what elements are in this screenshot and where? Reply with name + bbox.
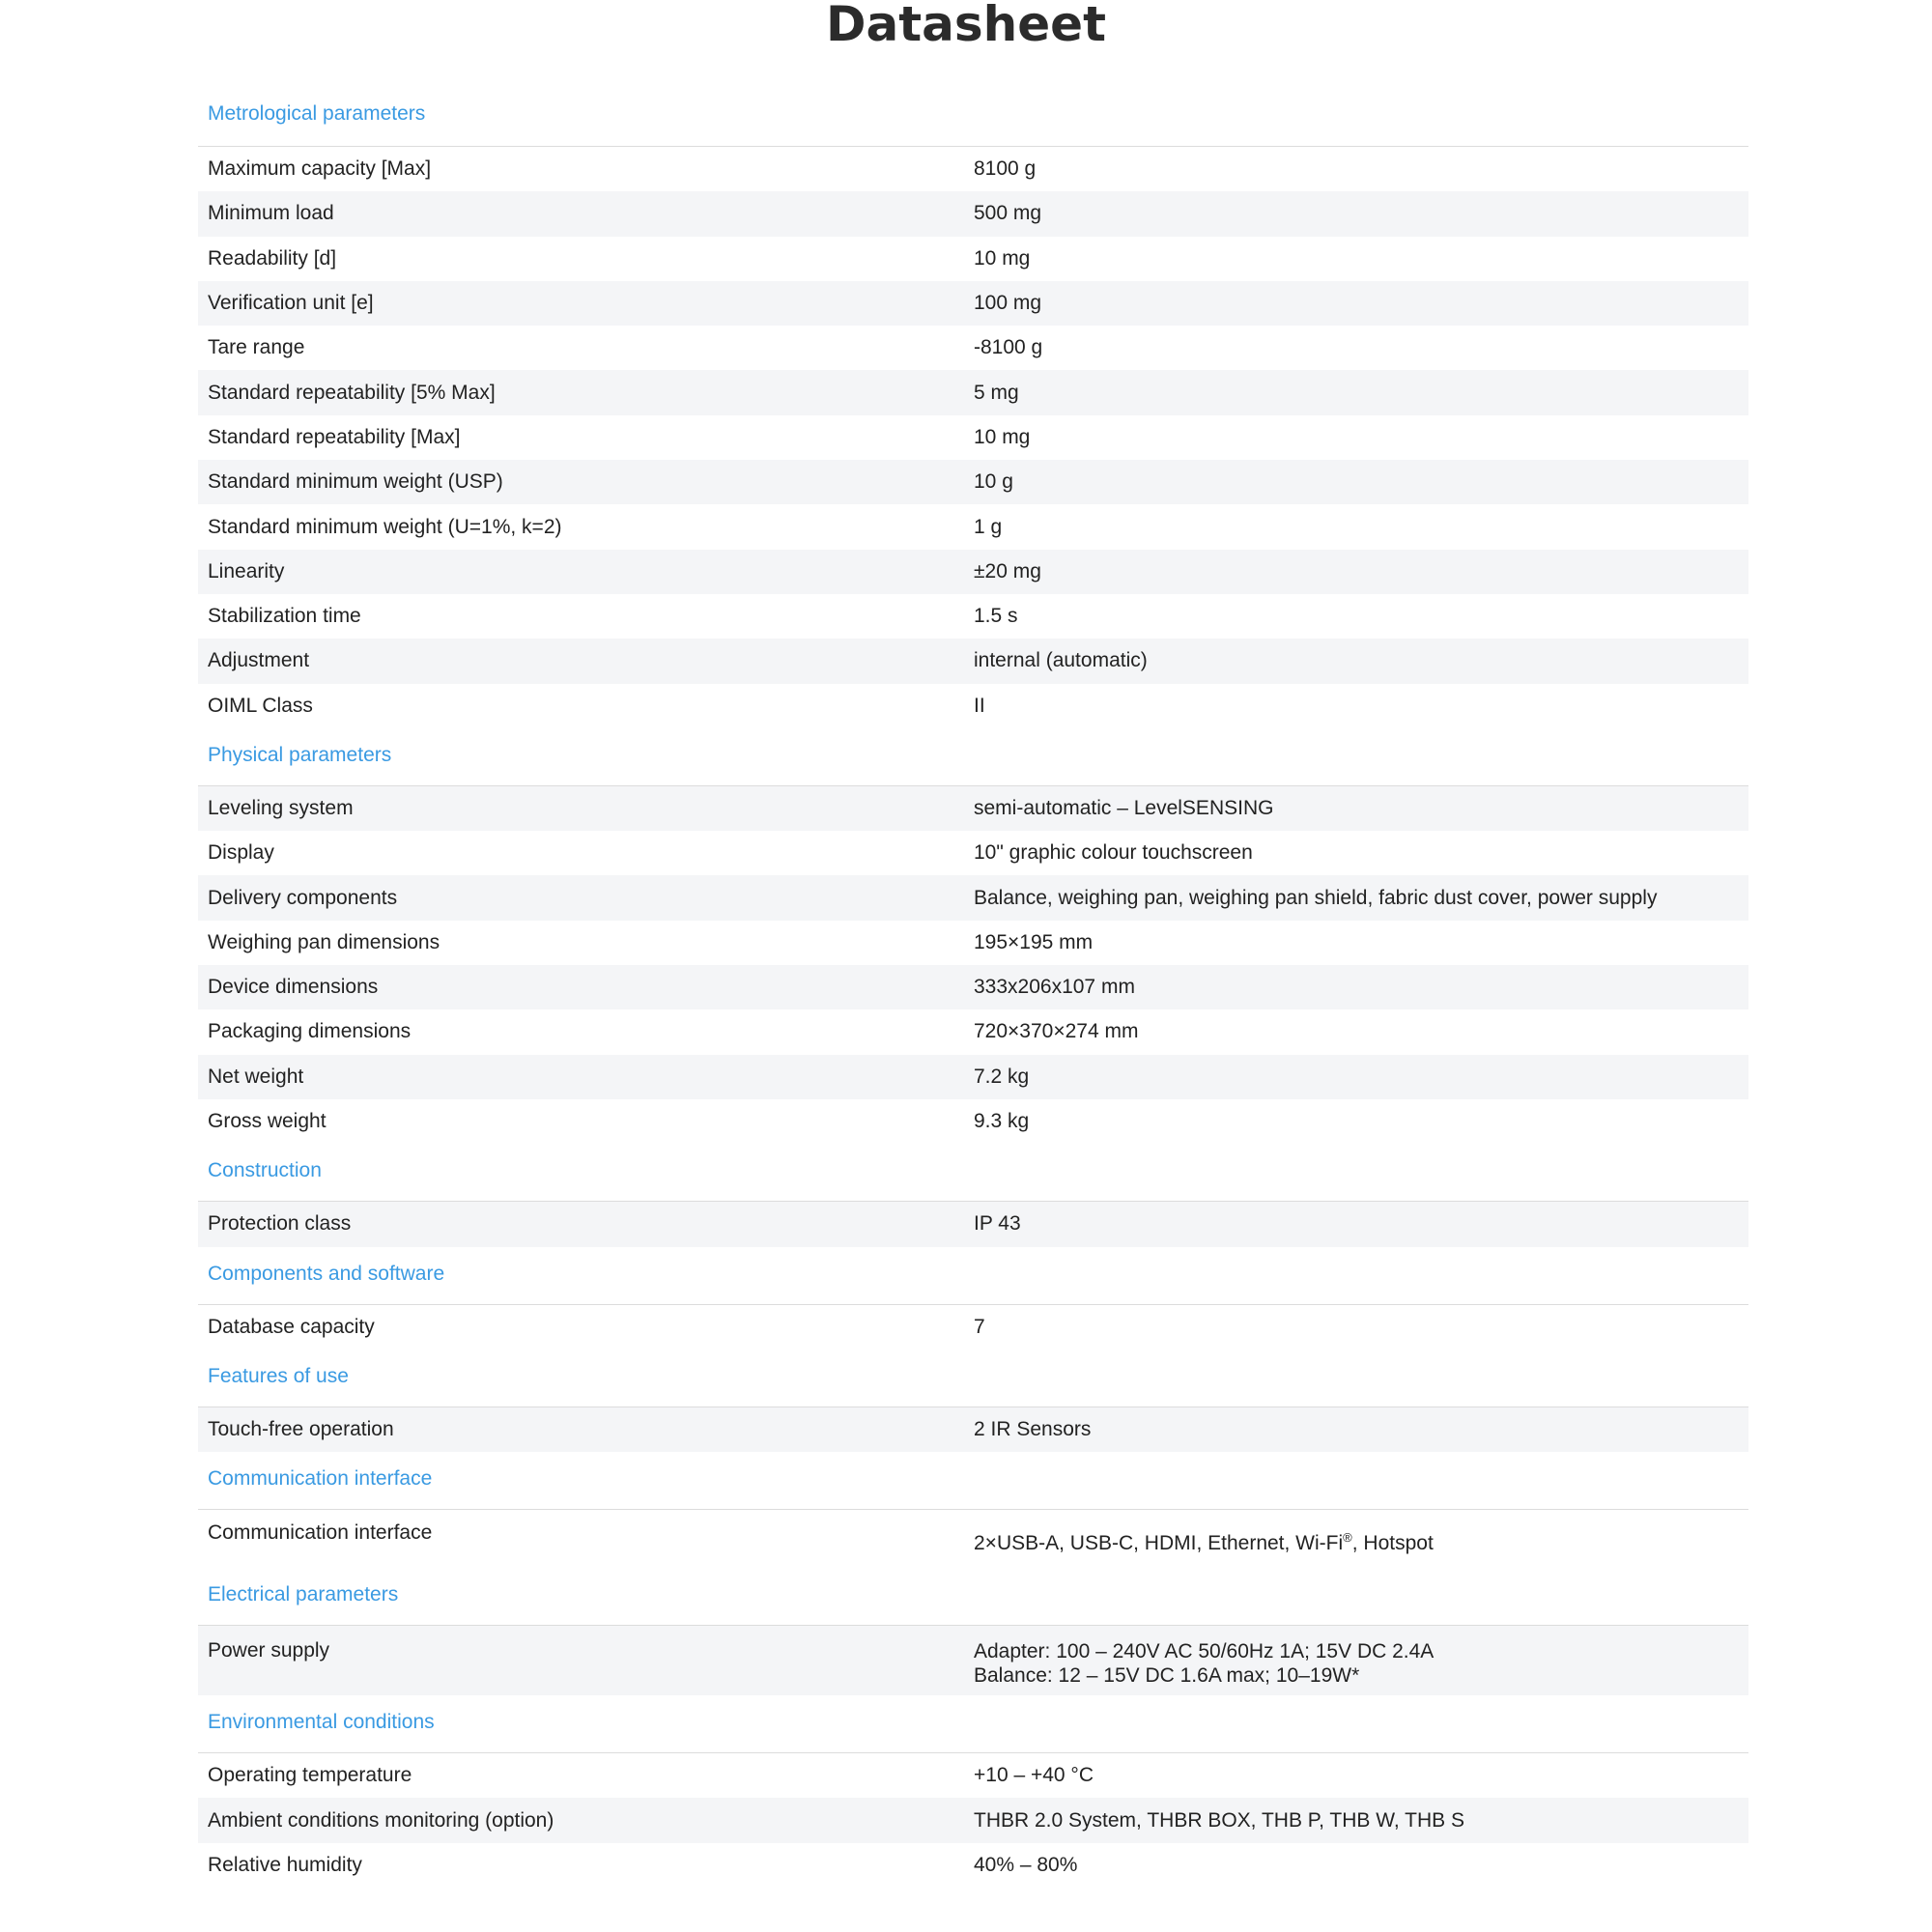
section-heading-communication: Communication interface — [198, 1452, 1748, 1510]
row-value: 1.5 s — [974, 605, 1018, 628]
row-label: Display — [208, 841, 274, 865]
row-value: THBR 2.0 System, THBR BOX, THB P, THB W, THB S — [974, 1808, 1465, 1832]
row-label: Touch-free operation — [208, 1417, 394, 1440]
row-value: +10 – +40 °C — [974, 1764, 1094, 1787]
row-value: 10 mg — [974, 425, 1031, 448]
row-label: Readability [d] — [208, 246, 337, 270]
row-value: 8100 g — [974, 157, 1037, 181]
table-row — [198, 1407, 1748, 1452]
row-label: Protection class — [208, 1212, 352, 1236]
row-value: semi-automatic – LevelSENSING — [974, 797, 1274, 819]
row-label: Packaging dimensions — [208, 1020, 412, 1043]
row-label: Net weight — [208, 1065, 304, 1088]
datasheet-table — [198, 87, 1748, 1888]
table-row — [198, 684, 1748, 728]
row-value: 500 mg — [974, 202, 1042, 225]
row-label: Adjustment — [208, 649, 310, 672]
section-heading-physical: Physical parameters — [198, 728, 1748, 786]
row-value-text: 2×USB-A, USB-C, HDMI, Ethernet, Wi-Fi — [974, 1532, 1344, 1555]
row-label: Tare range — [208, 336, 305, 359]
table-row — [198, 460, 1748, 504]
row-label: OIML Class — [208, 694, 313, 717]
page-title: Datasheet — [826, 0, 1106, 52]
row-label: Relative humidity — [208, 1853, 362, 1876]
table-row — [198, 1099, 1748, 1144]
row-value: 5 mg — [974, 381, 1019, 404]
table-row — [198, 147, 1748, 191]
table-row — [198, 1843, 1748, 1888]
row-value — [974, 1626, 1748, 1688]
row-value: 10 g — [974, 470, 1013, 494]
row-label: Power supply — [208, 1639, 330, 1662]
table-row — [198, 415, 1748, 460]
table-row — [198, 191, 1748, 236]
table-row — [198, 786, 1748, 831]
registered-mark: ® — [1343, 1530, 1352, 1546]
row-label: Stabilization time — [208, 605, 361, 628]
table-row — [198, 237, 1748, 281]
table-row — [198, 1798, 1748, 1842]
row-label: Device dimensions — [208, 976, 379, 999]
row-value: 9.3 kg — [974, 1110, 1030, 1133]
row-value: 7 — [974, 1315, 985, 1338]
row-value: 100 mg — [974, 292, 1042, 315]
row-label: Operating temperature — [208, 1764, 412, 1787]
row-value: ±20 mg — [974, 559, 1041, 582]
row-value-text: , Hotspot — [1351, 1532, 1434, 1555]
section-heading-components: Components and software — [198, 1247, 1748, 1305]
row-label: Standard repeatability [5% Max] — [208, 381, 496, 404]
row-value: 10" graphic colour touchscreen — [974, 841, 1253, 865]
row-value: 720×370×274 mm — [974, 1020, 1139, 1043]
table-row — [198, 550, 1748, 594]
section-heading-electrical: Electrical parameters — [198, 1568, 1748, 1626]
row-value: IP 43 — [974, 1212, 1021, 1236]
section-heading-environmental: Environmental conditions — [198, 1695, 1748, 1753]
table-row — [198, 281, 1748, 326]
section-heading-features: Features of use — [198, 1350, 1748, 1407]
table-row — [198, 1753, 1748, 1798]
row-value: 10 mg — [974, 246, 1031, 270]
row-label: Minimum load — [208, 202, 334, 225]
row-label: Linearity — [208, 559, 285, 582]
section-heading-metrological: Metrological parameters — [198, 87, 1748, 147]
table-row — [198, 1626, 1748, 1695]
row-value — [974, 1522, 1748, 1555]
row-label: Standard repeatability [Max] — [208, 425, 461, 448]
table-row — [198, 921, 1748, 965]
row-label: Standard minimum weight (U=1%, k=2) — [208, 515, 562, 538]
table-row — [198, 1305, 1748, 1350]
row-label: Ambient conditions monitoring (option) — [208, 1808, 554, 1832]
table-row — [198, 639, 1748, 683]
row-value: 195×195 mm — [974, 930, 1094, 953]
row-label: Verification unit [e] — [208, 292, 374, 315]
table-row — [198, 965, 1748, 1009]
row-value: 40% – 80% — [974, 1853, 1078, 1876]
row-label: Database capacity — [208, 1315, 375, 1338]
row-label: Maximum capacity [Max] — [208, 157, 432, 181]
row-label: Weighing pan dimensions — [208, 930, 440, 953]
table-row — [198, 1055, 1748, 1099]
table-row — [198, 1009, 1748, 1054]
table-row — [198, 504, 1748, 549]
row-value: 1 g — [974, 515, 1003, 538]
row-value: -8100 g — [974, 336, 1043, 359]
row-value: 2 IR Sensors — [974, 1417, 1092, 1440]
row-label: Standard minimum weight (USP) — [208, 470, 503, 494]
row-value: II — [974, 694, 985, 717]
row-value: 7.2 kg — [974, 1065, 1030, 1088]
row-value-line: Adapter: 100 – 240V AC 50/60Hz 1A; 15V DC 2.4A — [974, 1640, 1435, 1663]
row-label: Gross weight — [208, 1110, 327, 1133]
row-value-line: Balance: 12 – 15V DC 1.6A max; 10–19W* — [974, 1664, 1360, 1688]
row-value: internal (automatic) — [974, 649, 1148, 672]
table-row — [198, 1510, 1748, 1568]
row-value: Balance, weighing pan, weighing pan shield, fabric dust cover, power supply — [974, 886, 1658, 909]
table-row — [198, 1202, 1748, 1246]
table-row — [198, 594, 1748, 639]
row-label: Delivery components — [208, 886, 398, 909]
section-heading-construction: Construction — [198, 1144, 1748, 1202]
row-label: Communication interface — [208, 1521, 433, 1545]
table-row — [198, 831, 1748, 875]
table-row — [198, 370, 1748, 414]
table-row — [198, 326, 1748, 370]
row-label: Leveling system — [208, 797, 354, 819]
table-row — [198, 875, 1748, 920]
row-value: 333x206x107 mm — [974, 976, 1135, 999]
